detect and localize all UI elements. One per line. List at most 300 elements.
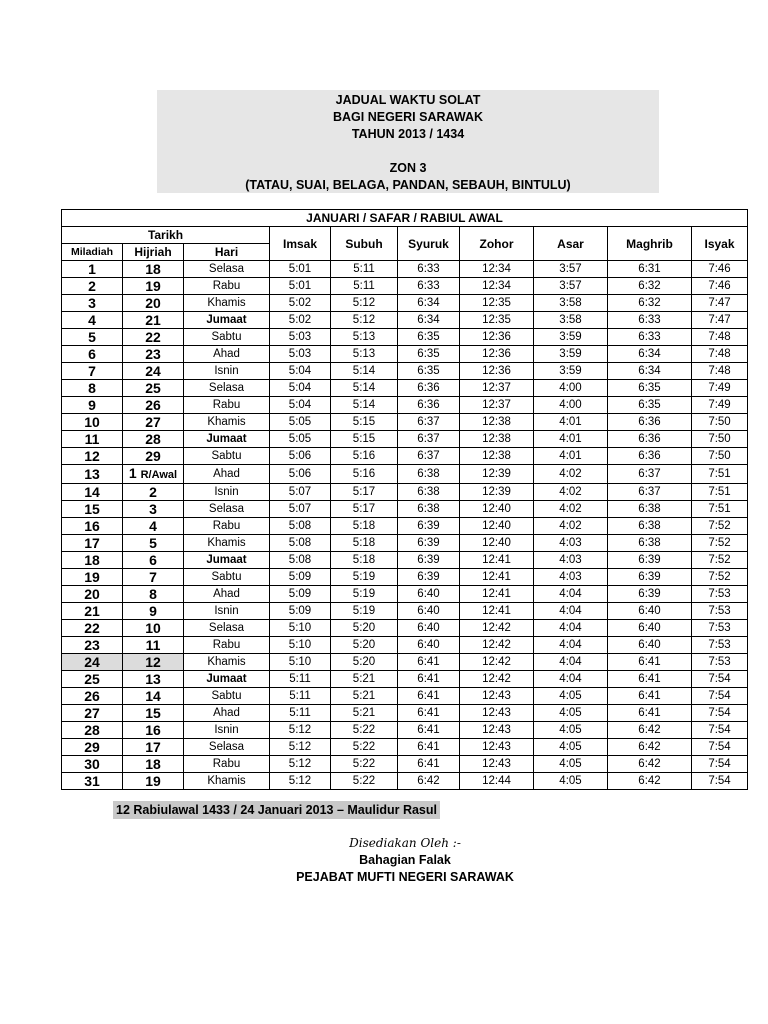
table-row [62, 586, 748, 603]
zohor-cell: 12:42 [460, 654, 534, 671]
day-cell: Selasa [184, 380, 270, 397]
syuruk-cell: 6:41 [398, 739, 460, 756]
miladiah-cell: 3 [62, 295, 123, 312]
maghrib-cell: 6:37 [608, 484, 692, 501]
table-row [62, 501, 748, 518]
maulidur-rasul-note: 12 Rabiulawal 1433 / 24 Januari 2013 – Maulidur Rasul [113, 801, 440, 819]
isyak-cell: 7:51 [692, 484, 748, 501]
day-cell: Selasa [184, 261, 270, 278]
syuruk-cell: 6:38 [398, 465, 460, 484]
hijriah-cell [123, 414, 184, 431]
miladiah-cell: 11 [62, 431, 123, 448]
syuruk-cell: 6:41 [398, 654, 460, 671]
hijriah-day: 28 [145, 431, 161, 447]
maghrib-cell: 6:41 [608, 688, 692, 705]
imsak-cell: 5:05 [270, 431, 331, 448]
maghrib-cell: 6:38 [608, 518, 692, 535]
table-row [62, 295, 748, 312]
isyak-cell: 7:54 [692, 773, 748, 790]
miladiah-cell: 12 [62, 448, 123, 465]
hijriah-day: 6 [149, 552, 157, 568]
day-cell: Khamis [184, 535, 270, 552]
isyak-cell: 7:54 [692, 705, 748, 722]
table-row [62, 705, 748, 722]
maghrib-cell: 6:42 [608, 739, 692, 756]
day-cell: Rabu [184, 518, 270, 535]
maghrib-cell: 6:42 [608, 773, 692, 790]
imsak-cell: 5:01 [270, 278, 331, 295]
miladiah-cell: 24 [62, 654, 123, 671]
zohor-cell: 12:41 [460, 603, 534, 620]
syuruk-cell: 6:41 [398, 688, 460, 705]
subuh-cell: 5:21 [331, 688, 398, 705]
day-cell: Isnin [184, 603, 270, 620]
hijriah-cell [123, 688, 184, 705]
zohor-cell: 12:41 [460, 569, 534, 586]
imsak-cell: 5:08 [270, 518, 331, 535]
asar-cell: 4:02 [534, 518, 608, 535]
day-cell: Khamis [184, 654, 270, 671]
imsak-cell: 5:05 [270, 414, 331, 431]
zohor-cell: 12:41 [460, 586, 534, 603]
zohor-cell: 12:35 [460, 312, 534, 329]
syuruk-cell: 6:38 [398, 501, 460, 518]
hijriah-cell [123, 535, 184, 552]
hijriah-cell [123, 363, 184, 380]
day-cell: Sabtu [184, 448, 270, 465]
asar-cell: 3:57 [534, 278, 608, 295]
miladiah-cell: 31 [62, 773, 123, 790]
hijriah-day: 19 [145, 278, 161, 294]
isyak-cell: 7:54 [692, 756, 748, 773]
hijriah-cell [123, 603, 184, 620]
miladiah-cell: 16 [62, 518, 123, 535]
asar-cell: 4:05 [534, 756, 608, 773]
hijriah-cell [123, 501, 184, 518]
maghrib-cell: 6:40 [608, 637, 692, 654]
table-row [62, 465, 748, 484]
isyak-cell: 7:50 [692, 448, 748, 465]
hijriah-day: 7 [149, 569, 157, 585]
imsak-cell: 5:02 [270, 312, 331, 329]
asar-cell: 4:01 [534, 414, 608, 431]
hijriah-cell [123, 773, 184, 790]
miladiah-cell: 30 [62, 756, 123, 773]
hijriah-cell [123, 261, 184, 278]
miladiah-cell: 29 [62, 739, 123, 756]
maghrib-cell: 6:33 [608, 329, 692, 346]
maghrib-cell: 6:32 [608, 278, 692, 295]
asar-cell: 4:04 [534, 637, 608, 654]
imsak-cell: 5:12 [270, 756, 331, 773]
imsak-cell: 5:04 [270, 363, 331, 380]
maghrib-cell: 6:37 [608, 465, 692, 484]
asar-cell: 4:01 [534, 431, 608, 448]
asar-cell: 4:02 [534, 501, 608, 518]
subuh-cell: 5:18 [331, 518, 398, 535]
imsak-cell: 5:04 [270, 397, 331, 414]
table-row [62, 756, 748, 773]
hijriah-cell [123, 518, 184, 535]
day-cell: Selasa [184, 620, 270, 637]
subuh-cell: 5:16 [331, 465, 398, 484]
subuh-cell: 5:21 [331, 671, 398, 688]
subuh-cell: 5:18 [331, 552, 398, 569]
syuruk-cell: 6:39 [398, 518, 460, 535]
miladiah-cell: 19 [62, 569, 123, 586]
day-cell: Selasa [184, 501, 270, 518]
zohor-cell: 12:38 [460, 448, 534, 465]
subuh-cell: 5:14 [331, 380, 398, 397]
table-row [62, 620, 748, 637]
asar-cell: 4:03 [534, 569, 608, 586]
subuh-cell: 5:22 [331, 739, 398, 756]
miladiah-cell: 20 [62, 586, 123, 603]
syuruk-cell: 6:41 [398, 756, 460, 773]
hijriah-cell [123, 397, 184, 414]
subuh-cell: 5:13 [331, 346, 398, 363]
zohor-cell: 12:43 [460, 756, 534, 773]
table-row [62, 637, 748, 654]
asar-cell: 4:02 [534, 465, 608, 484]
hijriah-day: 8 [149, 586, 157, 602]
isyak-cell: 7:48 [692, 363, 748, 380]
maghrib-cell: 6:31 [608, 261, 692, 278]
syuruk-cell: 6:40 [398, 620, 460, 637]
hijriah-cell [123, 448, 184, 465]
zohor-cell: 12:43 [460, 688, 534, 705]
syuruk-cell: 6:33 [398, 278, 460, 295]
isyak-cell: 7:47 [692, 295, 748, 312]
asar-cell: 4:05 [534, 773, 608, 790]
day-cell: Ahad [184, 346, 270, 363]
isyak-cell: 7:52 [692, 535, 748, 552]
hijriah-cell [123, 620, 184, 637]
table-row [62, 518, 748, 535]
hijriah-day: 17 [145, 739, 161, 755]
syuruk-cell: 6:36 [398, 397, 460, 414]
zohor-cell: 12:42 [460, 637, 534, 654]
maghrib-cell: 6:34 [608, 363, 692, 380]
asar-cell: 4:03 [534, 552, 608, 569]
syuruk-cell: 6:35 [398, 329, 460, 346]
imsak-cell: 5:11 [270, 705, 331, 722]
maghrib-cell: 6:33 [608, 312, 692, 329]
miladiah-cell: 28 [62, 722, 123, 739]
maghrib-header: Maghrib [608, 227, 692, 261]
asar-cell: 4:05 [534, 705, 608, 722]
syuruk-cell: 6:35 [398, 363, 460, 380]
imsak-cell: 5:04 [270, 380, 331, 397]
miladiah-cell: 4 [62, 312, 123, 329]
hijriah-cell [123, 654, 184, 671]
imsak-cell: 5:09 [270, 603, 331, 620]
hijriah-day: 11 [145, 637, 161, 653]
tarikh-header: Tarikh [62, 227, 270, 244]
asar-cell: 4:00 [534, 380, 608, 397]
isyak-cell: 7:46 [692, 278, 748, 295]
subuh-cell: 5:13 [331, 329, 398, 346]
hijriah-day: 12 [145, 654, 161, 670]
imsak-cell: 5:07 [270, 501, 331, 518]
hijriah-day: 24 [145, 363, 161, 379]
table-row [62, 346, 748, 363]
isyak-cell: 7:50 [692, 431, 748, 448]
zohor-cell: 12:44 [460, 773, 534, 790]
hijriah-day: 18 [145, 756, 161, 772]
asar-cell: 4:05 [534, 739, 608, 756]
syuruk-cell: 6:36 [398, 380, 460, 397]
isyak-cell: 7:51 [692, 501, 748, 518]
asar-cell: 4:04 [534, 654, 608, 671]
hijriah-day: 9 [149, 603, 157, 619]
hijriah-day: 10 [145, 620, 161, 636]
hijriah-day: 22 [145, 329, 161, 345]
table-row [62, 654, 748, 671]
subuh-cell: 5:17 [331, 484, 398, 501]
imsak-cell: 5:10 [270, 637, 331, 654]
month-title: JANUARI / SAFAR / RABIUL AWAL [62, 210, 748, 227]
imsak-header: Imsak [270, 227, 331, 261]
syuruk-cell: 6:37 [398, 431, 460, 448]
imsak-cell: 5:08 [270, 552, 331, 569]
asar-cell: 4:04 [534, 603, 608, 620]
imsak-cell: 5:12 [270, 773, 331, 790]
hijriah-day: 3 [149, 501, 157, 517]
day-cell: Rabu [184, 637, 270, 654]
asar-cell: 3:59 [534, 363, 608, 380]
isyak-cell: 7:48 [692, 346, 748, 363]
hijriah-cell [123, 756, 184, 773]
imsak-cell: 5:01 [270, 261, 331, 278]
miladiah-cell: 2 [62, 278, 123, 295]
isyak-cell: 7:47 [692, 312, 748, 329]
isyak-header: Isyak [692, 227, 748, 261]
miladiah-cell: 8 [62, 380, 123, 397]
hijriah-cell [123, 278, 184, 295]
hijriah-day: 1 [128, 465, 137, 481]
syuruk-cell: 6:42 [398, 773, 460, 790]
asar-cell: 3:59 [534, 346, 608, 363]
asar-cell: 4:00 [534, 397, 608, 414]
isyak-cell: 7:46 [692, 261, 748, 278]
miladiah-cell: 14 [62, 484, 123, 501]
zohor-cell: 12:40 [460, 501, 534, 518]
office: PEJABAT MUFTI NEGERI SARAWAK [296, 870, 514, 884]
subuh-cell: 5:15 [331, 414, 398, 431]
zohor-header: Zohor [460, 227, 534, 261]
title-gap [157, 143, 659, 160]
subuh-cell: 5:18 [331, 535, 398, 552]
hijriah-day: 26 [145, 397, 161, 413]
day-cell: Rabu [184, 756, 270, 773]
imsak-cell: 5:11 [270, 671, 331, 688]
hijriah-cell [123, 346, 184, 363]
maghrib-cell: 6:40 [608, 620, 692, 637]
isyak-cell: 7:52 [692, 552, 748, 569]
table-row [62, 329, 748, 346]
department: Bahagian Falak [359, 853, 451, 867]
maghrib-cell: 6:41 [608, 654, 692, 671]
imsak-cell: 5:09 [270, 569, 331, 586]
syuruk-cell: 6:41 [398, 722, 460, 739]
miladiah-cell: 6 [62, 346, 123, 363]
imsak-cell: 5:06 [270, 465, 331, 484]
imsak-cell: 5:03 [270, 329, 331, 346]
subuh-cell: 5:14 [331, 363, 398, 380]
syuruk-cell: 6:37 [398, 414, 460, 431]
table-row [62, 431, 748, 448]
day-cell: Isnin [184, 722, 270, 739]
day-cell: Rabu [184, 278, 270, 295]
zohor-cell: 12:43 [460, 705, 534, 722]
maghrib-cell: 6:39 [608, 552, 692, 569]
subuh-cell: 5:20 [331, 620, 398, 637]
maghrib-cell: 6:42 [608, 756, 692, 773]
hijriah-cell [123, 465, 184, 484]
hijriah-day: 2 [149, 484, 157, 500]
maghrib-cell: 6:39 [608, 569, 692, 586]
syuruk-cell: 6:40 [398, 586, 460, 603]
title-line-2: BAGI NEGERI SARAWAK [332, 110, 483, 124]
table-row [62, 722, 748, 739]
asar-cell: 4:01 [534, 448, 608, 465]
hijriah-cell [123, 569, 184, 586]
subuh-cell: 5:19 [331, 569, 398, 586]
miladiah-cell: 13 [62, 465, 123, 484]
hijriah-day: 21 [145, 312, 161, 328]
hijriah-day: 4 [149, 518, 157, 534]
subuh-cell: 5:20 [331, 637, 398, 654]
imsak-cell: 5:10 [270, 654, 331, 671]
subuh-cell: 5:20 [331, 654, 398, 671]
subuh-cell: 5:22 [331, 756, 398, 773]
day-cell: Sabtu [184, 329, 270, 346]
hijriah-day: 29 [145, 448, 161, 464]
syuruk-cell: 6:34 [398, 312, 460, 329]
isyak-cell: 7:50 [692, 414, 748, 431]
miladiah-cell: 1 [62, 261, 123, 278]
hijriah-cell [123, 380, 184, 397]
hijriah-day: 14 [145, 688, 161, 704]
imsak-cell: 5:12 [270, 739, 331, 756]
miladiah-header: Miladiah [62, 244, 123, 261]
subuh-cell: 5:21 [331, 705, 398, 722]
hijriah-day: 27 [145, 414, 161, 430]
day-cell: Ahad [184, 465, 270, 484]
asar-cell: 3:58 [534, 295, 608, 312]
hari-header: Hari [184, 244, 270, 261]
miladiah-cell: 18 [62, 552, 123, 569]
miladiah-cell: 27 [62, 705, 123, 722]
table-row [62, 312, 748, 329]
hijriah-cell [123, 637, 184, 654]
table-row [62, 278, 748, 295]
day-cell: Jumaat [184, 312, 270, 329]
table-row [62, 380, 748, 397]
day-cell: Khamis [184, 414, 270, 431]
miladiah-cell: 9 [62, 397, 123, 414]
zohor-cell: 12:40 [460, 518, 534, 535]
zohor-cell: 12:42 [460, 620, 534, 637]
zohor-cell: 12:43 [460, 739, 534, 756]
imsak-cell: 5:12 [270, 722, 331, 739]
table-row [62, 363, 748, 380]
hijriah-header: Hijriah [123, 244, 184, 261]
asar-cell: 4:04 [534, 620, 608, 637]
zohor-cell: 12:35 [460, 295, 534, 312]
syuruk-cell: 6:41 [398, 671, 460, 688]
hijriah-day: 15 [145, 705, 161, 721]
maghrib-cell: 6:38 [608, 535, 692, 552]
title-line-1: JADUAL WAKTU SOLAT [335, 93, 481, 107]
syuruk-cell: 6:41 [398, 705, 460, 722]
hijriah-day: 19 [145, 773, 161, 789]
zohor-cell: 12:38 [460, 431, 534, 448]
maghrib-cell: 6:42 [608, 722, 692, 739]
maghrib-cell: 6:32 [608, 295, 692, 312]
imsak-cell: 5:07 [270, 484, 331, 501]
maghrib-cell: 6:35 [608, 397, 692, 414]
syuruk-cell: 6:35 [398, 346, 460, 363]
isyak-cell: 7:48 [692, 329, 748, 346]
isyak-cell: 7:52 [692, 518, 748, 535]
zohor-cell: 12:36 [460, 346, 534, 363]
subuh-cell: 5:11 [331, 278, 398, 295]
hijriah-cell [123, 295, 184, 312]
hijriah-cell [123, 739, 184, 756]
hijriah-day: 25 [145, 380, 161, 396]
isyak-cell: 7:53 [692, 586, 748, 603]
hijriah-cell [123, 484, 184, 501]
table-row [62, 535, 748, 552]
asar-cell: 3:59 [534, 329, 608, 346]
day-cell: Sabtu [184, 688, 270, 705]
zohor-cell: 12:41 [460, 552, 534, 569]
zohor-cell: 12:39 [460, 465, 534, 484]
table-body [62, 261, 748, 790]
hijriah-day: 16 [145, 722, 161, 738]
zohor-cell: 12:36 [460, 363, 534, 380]
imsak-cell: 5:09 [270, 586, 331, 603]
maghrib-cell: 6:36 [608, 431, 692, 448]
maghrib-cell: 6:36 [608, 448, 692, 465]
subuh-cell: 5:11 [331, 261, 398, 278]
isyak-cell: 7:51 [692, 465, 748, 484]
subuh-cell: 5:16 [331, 448, 398, 465]
maghrib-cell: 6:34 [608, 346, 692, 363]
prayer-times-table [61, 209, 748, 790]
table-row [62, 448, 748, 465]
maghrib-cell: 6:38 [608, 501, 692, 518]
hijriah-cell [123, 431, 184, 448]
syuruk-cell: 6:40 [398, 603, 460, 620]
table-row [62, 397, 748, 414]
hijriah-day: 18 [145, 261, 161, 277]
day-cell: Khamis [184, 295, 270, 312]
hijriah-cell [123, 586, 184, 603]
subuh-cell: 5:19 [331, 586, 398, 603]
miladiah-cell: 25 [62, 671, 123, 688]
isyak-cell: 7:49 [692, 380, 748, 397]
hijriah-cell [123, 671, 184, 688]
imsak-cell: 5:02 [270, 295, 331, 312]
miladiah-cell: 21 [62, 603, 123, 620]
syuruk-cell: 6:37 [398, 448, 460, 465]
asar-cell: 4:04 [534, 586, 608, 603]
hijriah-day: 20 [145, 295, 161, 311]
title-block [157, 90, 659, 193]
